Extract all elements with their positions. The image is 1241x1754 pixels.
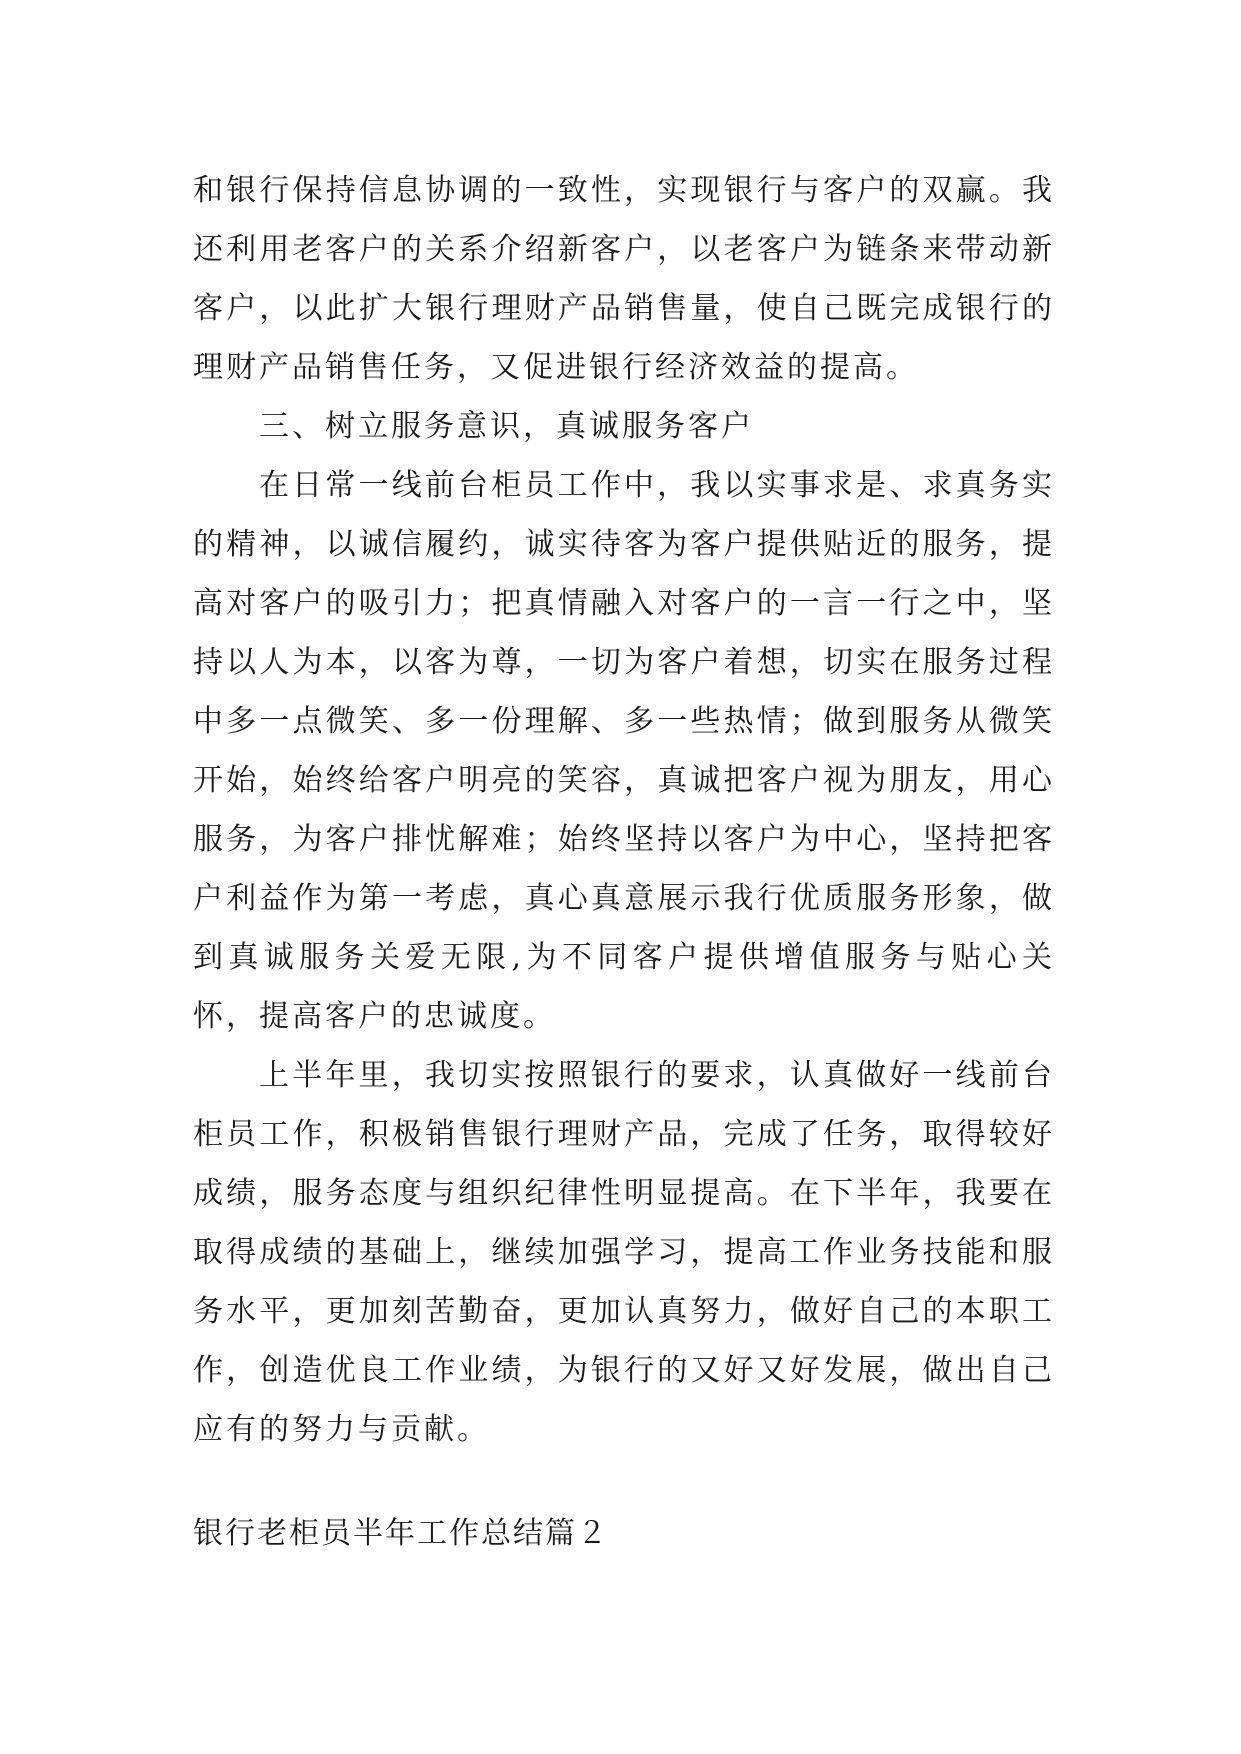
document-body: [193, 161, 1055, 1459]
paragraph-service: 在日常一线前台柜员工作中，我以实事求是、求真务实的精神，以诚信履约，诚实待客为客户提供贴近的服务，提高对客户的吸引力；把真情融入对客户的一言一行之中，坚持以人为本，以客为尊，一切为客户着想，切实在服务过程中多一点微笑、多一份理解、多一些热情；做到服务从微笑开始，始终给客户明亮的笑容，真诚把客户视为朋友，用心服务，为客户排忧解难；始终坚持以客户为中心，坚持把客户利益作为第一考虑，真心真意展示我行优质服务形象，做到真诚服务关爱无限,为不同客户提供增值服务与贴心关怀，提高客户的忠诚度。: [193, 468, 1055, 1034]
section-heading-service: 三、树立服务意识，真诚服务客户: [259, 409, 754, 444]
paragraph-continuation: 和银行保持信息协调的一致性，实现银行与客户的双赢。我还利用老客户的关系介绍新客户，以老客户为链条来带动新客户，以此扩大银行理财产品销售量，使自己既完成银行的理财产品销售任务，又促进银行经济效益的提高。: [193, 173, 1055, 385]
next-section-title: 银行老柜员半年工作总结篇２: [193, 1516, 609, 1551]
paragraph-summary: 上半年里，我切实按照银行的要求，认真做好一线前台柜员工作，积极销售银行理财产品，完成了任务，取得较好成绩，服务态度与组织纪律性明显提高。在下半年，我要在取得成绩的基础上，继续加强学习，提高工作业务技能和服务水平，更加刻苦勤奋，更加认真努力，做好自己的本职工作，创造优良工作业绩，为银行的又好又好发展，做出自己应有的努力与贡献。: [193, 1058, 1055, 1447]
